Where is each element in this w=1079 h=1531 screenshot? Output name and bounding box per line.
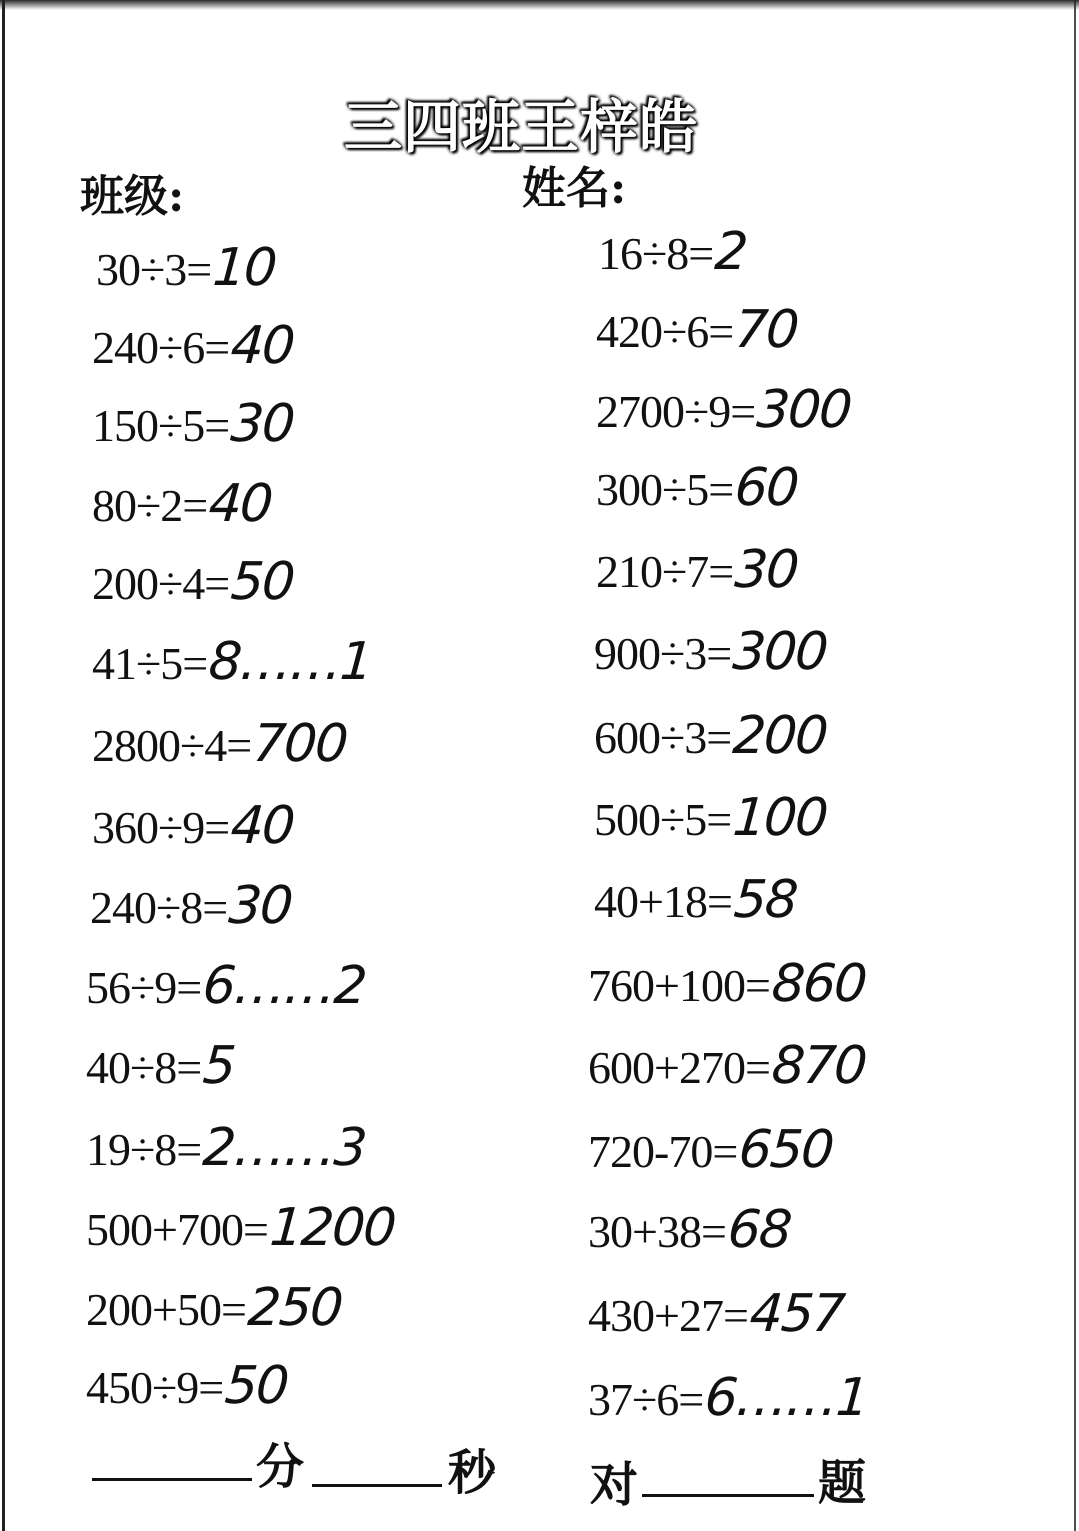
- handwritten-answer: 6……2: [201, 956, 368, 1016]
- problem-expression: 30+38=: [588, 1206, 726, 1257]
- minutes-blank: [92, 1478, 252, 1481]
- right-problem: [594, 706, 829, 766]
- problem-expression: 30÷3=: [96, 244, 212, 295]
- problem-expression: 300÷5=: [596, 464, 734, 515]
- problem-expression: 450÷9=: [86, 1362, 224, 1413]
- questions-label: 题: [818, 1455, 867, 1511]
- right-problem: [588, 954, 868, 1014]
- handwritten-answer: 60: [733, 458, 800, 518]
- handwritten-answer: 30: [733, 540, 800, 600]
- handwritten-answer: 40: [207, 474, 274, 534]
- handwritten-answer: 5: [201, 1036, 237, 1096]
- class-label: 班级:: [80, 171, 185, 222]
- handwritten-answer: 300: [731, 622, 829, 682]
- left-problem: [86, 1036, 237, 1096]
- problem-expression: 420÷6=: [596, 306, 734, 357]
- problem-expression: 2700÷9=: [596, 386, 756, 437]
- seconds-blank: [312, 1484, 442, 1487]
- minutes-label: 分: [256, 1439, 305, 1495]
- handwritten-answer: 457: [747, 1284, 846, 1344]
- left-problem: [86, 1198, 397, 1258]
- right-problem: [596, 380, 853, 440]
- problem-expression: 40÷8=: [86, 1042, 202, 1093]
- correct-count-blank: [642, 1494, 814, 1497]
- handwritten-answer: 100: [731, 788, 829, 848]
- left-problem: [92, 632, 374, 692]
- right-problem: [594, 788, 829, 848]
- problem-expression: 200÷4=: [92, 558, 230, 609]
- right-problem: [588, 1036, 868, 1096]
- problem-expression: 240÷6=: [92, 322, 230, 373]
- handwritten-answer: 700: [251, 714, 349, 774]
- left-problem: [86, 1356, 290, 1416]
- handwritten-answer: 6……1: [703, 1368, 870, 1428]
- seconds-label: 秒: [448, 1445, 497, 1501]
- problem-expression: 500÷5=: [594, 794, 732, 845]
- handwritten-answer: 860: [769, 954, 868, 1014]
- handwritten-answer: 70: [733, 300, 800, 360]
- right-problem: [588, 1200, 793, 1260]
- problem-expression: 37÷6=: [588, 1374, 704, 1425]
- problem-expression: 600+270=: [588, 1042, 770, 1093]
- handwritten-answer: 50: [229, 552, 296, 612]
- handwritten-answer: 650: [737, 1120, 835, 1180]
- problem-expression: 900÷3=: [594, 628, 732, 679]
- left-problem: [86, 1118, 368, 1178]
- right-problem: [588, 1120, 833, 1180]
- right-problem: [588, 1284, 846, 1344]
- paper-edge-left: [2, 0, 5, 1531]
- right-problem: [596, 540, 800, 600]
- scan-shadow: [0, 0, 1079, 10]
- correct-label: 对: [590, 1457, 639, 1513]
- problem-expression: 430+27=: [588, 1290, 748, 1341]
- left-problem: [92, 552, 296, 612]
- problem-expression: 2800÷4=: [92, 720, 252, 771]
- right-problem: [596, 458, 800, 518]
- left-problem: [86, 956, 368, 1016]
- problem-expression: 720-70=: [588, 1126, 738, 1177]
- right-problem: [594, 622, 829, 682]
- problem-expression: 600÷3=: [594, 712, 732, 763]
- right-problem: [598, 222, 749, 282]
- handwritten-answer: 30: [227, 876, 294, 936]
- left-problem: [92, 714, 349, 774]
- left-problem: [86, 1278, 344, 1338]
- handwritten-answer: 2: [713, 222, 749, 282]
- problem-expression: 500+700=: [86, 1204, 268, 1255]
- handwritten-answer: 200: [731, 706, 829, 766]
- handwritten-answer: 870: [769, 1036, 868, 1096]
- handwritten-answer: 40: [229, 796, 296, 856]
- handwritten-answer: 300: [755, 380, 853, 440]
- problem-expression: 200+50=: [86, 1284, 246, 1335]
- student-name-overlay: 三四班王梓皓: [344, 93, 699, 161]
- handwritten-answer: 250: [245, 1278, 344, 1338]
- handwritten-answer: 8……1: [207, 632, 374, 692]
- handwritten-answer: 2……3: [201, 1118, 368, 1178]
- problem-expression: 210÷7=: [596, 546, 734, 597]
- right-problem: [596, 300, 800, 360]
- problem-expression: 150÷5=: [92, 400, 230, 451]
- problem-expression: 16÷8=: [598, 228, 714, 279]
- left-problem: [96, 238, 278, 298]
- handwritten-answer: 30: [229, 394, 296, 454]
- problem-expression: 360÷9=: [92, 802, 230, 853]
- left-problem: [92, 316, 296, 376]
- handwritten-answer: 58: [731, 870, 799, 930]
- right-problem: [588, 1368, 870, 1428]
- problem-expression: 40+18=: [594, 876, 732, 927]
- problem-expression: 240÷8=: [90, 882, 228, 933]
- left-problem: [92, 394, 296, 454]
- problem-expression: 56÷9=: [86, 962, 202, 1013]
- left-problem: [92, 474, 274, 534]
- problem-expression: 80÷2=: [92, 480, 208, 531]
- handwritten-answer: 40: [229, 316, 296, 376]
- name-label: 姓名:: [522, 163, 627, 214]
- problem-expression: 760+100=: [588, 960, 770, 1011]
- problem-expression: 41÷5=: [92, 638, 208, 689]
- handwritten-answer: 68: [725, 1200, 793, 1260]
- handwritten-answer: 10: [211, 238, 278, 298]
- right-problem: [594, 870, 799, 930]
- handwritten-answer: 1200: [267, 1198, 397, 1258]
- left-problem: [90, 876, 294, 936]
- problem-expression: 19÷8=: [86, 1124, 202, 1175]
- paper-edge-right: [1074, 0, 1076, 1531]
- left-problem: [92, 796, 296, 856]
- handwritten-answer: 50: [223, 1356, 290, 1416]
